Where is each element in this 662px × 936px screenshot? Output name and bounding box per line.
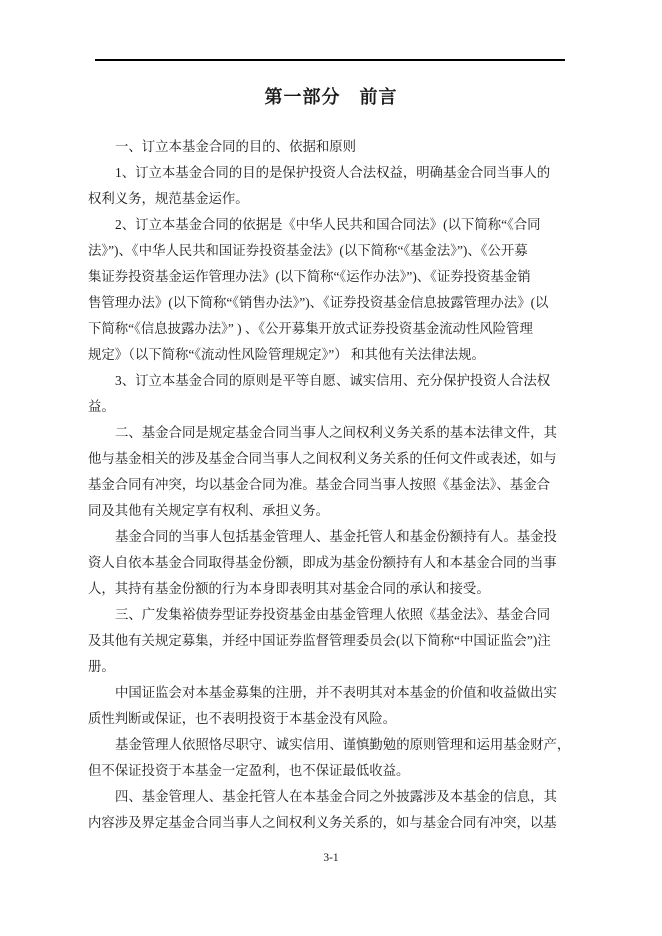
- text-line: 基金合同有冲突，均以基金合同为准。基金合同当事人按照《基金法》、基金合: [88, 477, 550, 492]
- text-line: 基金管理人依照恪尽职守、诚实信用、谨慎勤勉的原则管理和运用基金财产，: [115, 737, 571, 752]
- text-line: 下简称“《信息披露办法》” ) 、《公开募集开放式证券投资基金流动性风险管理: [88, 321, 533, 336]
- text-line: 售管理办法》(以下简称“《销售办法》”)、《证券投资基金信息披露管理办法》(以: [88, 295, 549, 310]
- text-line: 3、订立本基金合同的原则是平等自愿、诚实信用、充分保护投资人合法权: [115, 373, 551, 388]
- text-line: 法》”)、《中华人民共和国证券投资基金法》(以下简称“《基金法》”)、《公开募: [88, 243, 528, 258]
- text-line: 册。: [88, 659, 115, 674]
- text-line: 中国证监会对本基金募集的注册，并不表明其对本基金的价值和收益做出实: [115, 685, 557, 700]
- text-line: 益。: [88, 399, 115, 414]
- text-line: 四、基金管理人、基金托管人在本基金合同之外披露涉及本基金的信息，其: [115, 789, 557, 804]
- text-line: 他与基金相关的涉及基金合同当事人之间权利义务关系的任何文件或表述，如与: [88, 451, 557, 466]
- page-number: 3-1: [323, 852, 339, 864]
- text-line: 及其他有关规定募集，并经中国证券监督管理委员会(以下简称“中国证监会”)注: [88, 633, 551, 648]
- text-line: 基金合同的当事人包括基金管理人、基金托管人和基金份额持有人。基金投: [115, 529, 557, 544]
- text-line: 但不保证投资于本基金一定盈利，也不保证最低收益。: [88, 763, 410, 778]
- text-line: 资人自依本基金合同取得基金份额，即成为基金份额持有人和本基金合同的当事: [88, 555, 557, 570]
- text-line: 规定》（以下简称“《流动性风险管理规定》”） 和其他有关法律法规。: [88, 347, 485, 362]
- text-line: 同及其他有关规定享有权利、承担义务。: [88, 503, 330, 518]
- text-line: 集证券投资基金运作管理办法》(以下简称“《运作办法》”)、《证券投资基金销: [88, 269, 531, 284]
- text-line: 1、订立本基金合同的目的是保护投资人合法权益，明确基金合同当事人的: [115, 165, 551, 180]
- page-title: 第一部分 前言: [264, 87, 398, 107]
- text-line: 人，其持有基金份额的行为本身即表明其对基金合同的承认和接受。: [88, 581, 490, 596]
- text-line: 一、订立本基金合同的目的、依据和原则: [115, 139, 357, 154]
- text-line: 三、广发集裕债券型证券投资基金由基金管理人依照《基金法》、基金合同: [115, 607, 551, 622]
- text-line: 二、基金合同是规定基金合同当事人之间权利义务关系的基本法律文件，其: [115, 425, 557, 440]
- header-rule: [95, 59, 565, 61]
- text-line: 权利义务，规范基金运作。: [88, 191, 249, 206]
- text-line: 质性判断或保证，也不表明投资于本基金没有风险。: [88, 711, 396, 726]
- document-body: [88, 134, 574, 836]
- text-line: 内容涉及界定基金合同当事人之间权利义务关系的，如与基金合同有冲突，以基: [88, 815, 557, 830]
- text-line: 2、订立本基金合同的依据是《中华人民共和国合同法》(以下简称“《合同: [115, 217, 541, 232]
